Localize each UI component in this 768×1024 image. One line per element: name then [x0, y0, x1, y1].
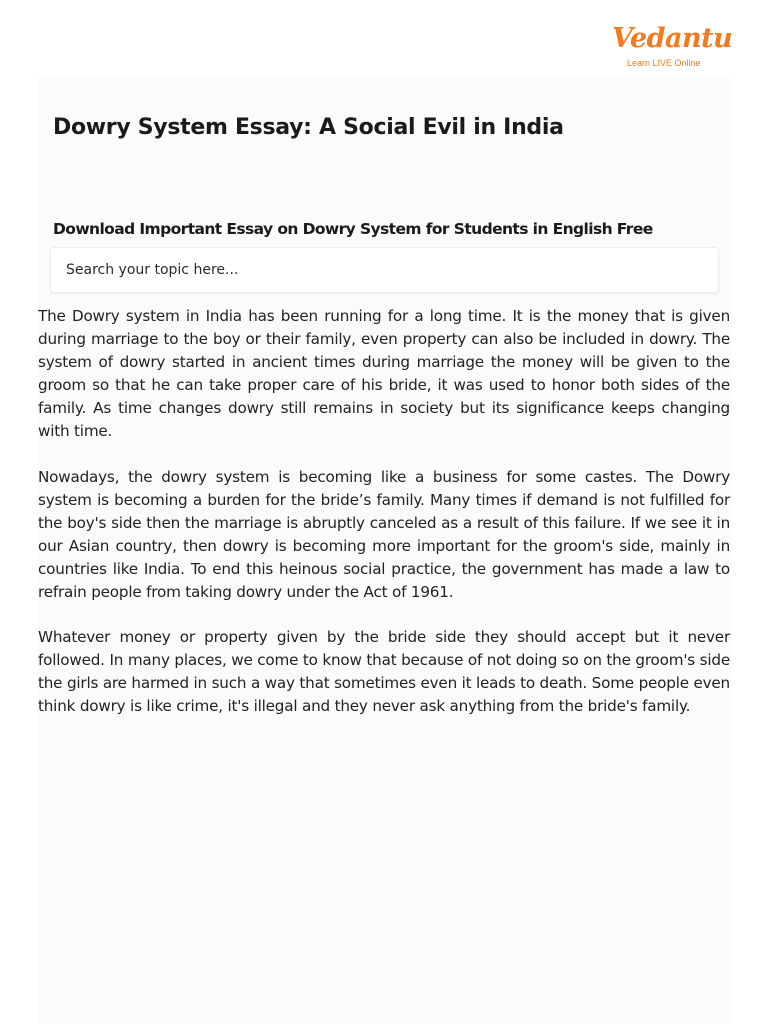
article-paragraph: The Dowry system in India has been running for a long time. It is the money that is given during marriage to the boy or their family, even property can also be included in dowry. The system of dowry started in ancient times during marriage the money will be given to the groom so that he can take proper care of his bride, it was used to honor both sides of the family. As time changes dowry still remains in society but its significance keeps changing with time. [38, 307, 730, 441]
page-title: Dowry System Essay: A Social Evil in India [53, 115, 564, 140]
article-paragraph: Nowadays, the dowry system is becoming like a business for some castes. The Dowry system is becoming a burden for the bride’s family. Many times if demand is not fulfilled for the boy's side then the marriage is abruptly canceled as a result of this failure. If we see it in our Asian country, then dowry is becoming more important for the groom's side, mainly in countries like India. To end this heinous social practice, the government has made a law to refrain people from taking dowry under the Act of 1961. [38, 467, 730, 602]
page-subtitle: Download Important Essay on Dowry System for Students in English Free [53, 220, 653, 238]
search-box [50, 247, 719, 293]
logo-tagline: Learn LIVE Online [627, 58, 701, 68]
article-body [38, 305, 730, 741]
vedantu-logo[interactable] [612, 22, 733, 72]
logo-wordmark: Vedantu [612, 23, 733, 54]
search-input[interactable] [51, 248, 718, 292]
article-paragraph: Whatever money or property given by the bride side they should accept but it never followed. In many places, we come to know that because of not doing so on the groom's side the girls are harmed in such a way that sometimes even it leads to death. Some people even think dowry is like crime, it's illegal and they never ask anything from the bride's family. [38, 628, 730, 716]
